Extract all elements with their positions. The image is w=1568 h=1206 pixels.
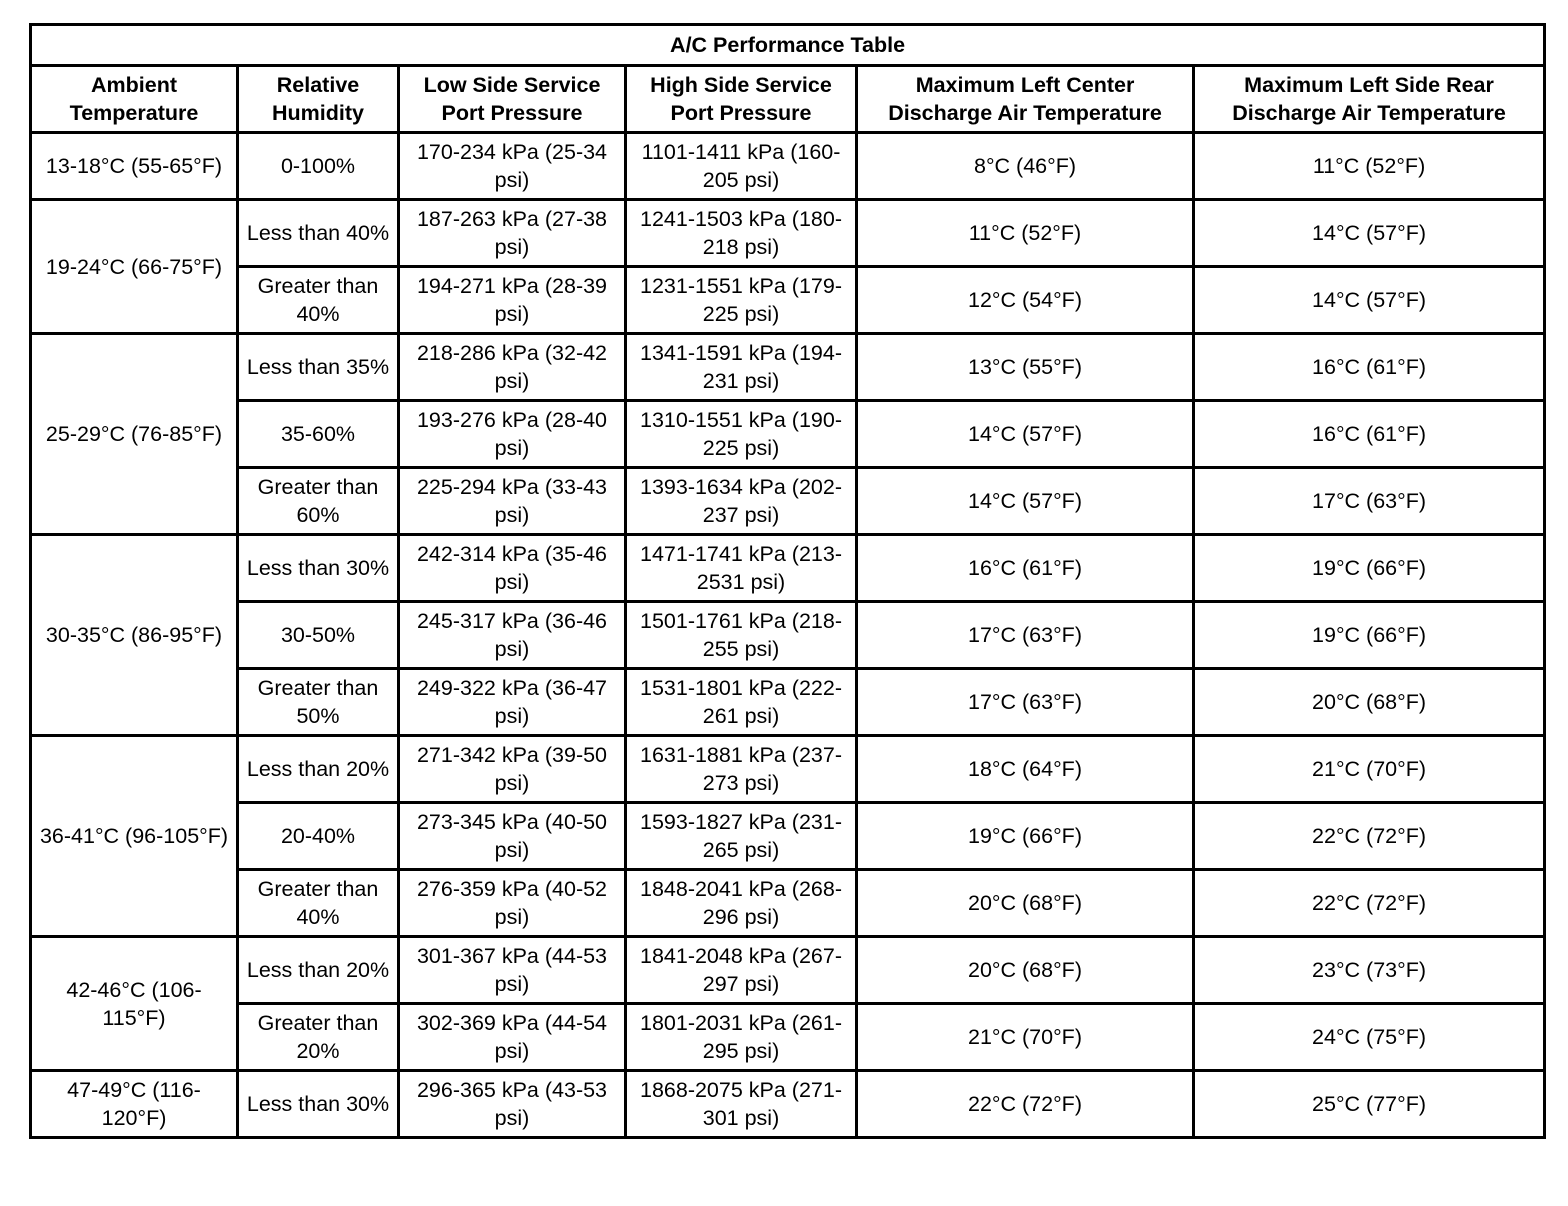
low-side-pressure-cell: 187-263 kPa (27-38 psi) xyxy=(399,200,626,267)
left-side-rear-discharge-temp-cell: 11°C (52°F) xyxy=(1194,133,1545,200)
relative-humidity-cell: Less than 30% xyxy=(238,1071,399,1138)
low-side-pressure-cell: 249-322 kPa (36-47 psi) xyxy=(399,669,626,736)
left-side-rear-discharge-temp-cell: 14°C (57°F) xyxy=(1194,267,1545,334)
left-side-rear-discharge-temp-cell: 22°C (72°F) xyxy=(1194,803,1545,870)
left-center-discharge-temp-cell: 18°C (64°F) xyxy=(857,736,1194,803)
low-side-pressure-cell: 273-345 kPa (40-50 psi) xyxy=(399,803,626,870)
low-side-pressure-cell: 242-314 kPa (35-46 psi) xyxy=(399,535,626,602)
left-center-discharge-temp-cell: 12°C (54°F) xyxy=(857,267,1194,334)
high-side-pressure-cell: 1848-2041 kPa (268-296 psi) xyxy=(626,870,857,937)
ambient-temperature-cell: 13-18°C (55-65°F) xyxy=(31,133,238,200)
left-side-rear-discharge-temp-cell: 20°C (68°F) xyxy=(1194,669,1545,736)
header-row xyxy=(31,66,1545,133)
left-center-discharge-temp-cell: 22°C (72°F) xyxy=(857,1071,1194,1138)
high-side-pressure-cell: 1241-1503 kPa (180-218 psi) xyxy=(626,200,857,267)
high-side-pressure-cell: 1501-1761 kPa (218-255 psi) xyxy=(626,602,857,669)
table-row xyxy=(31,133,1545,200)
table-row xyxy=(31,468,1545,535)
ambient-temperature-cell: 42-46°C (106-115°F) xyxy=(31,937,238,1071)
high-side-pressure-cell: 1631-1881 kPa (237-273 psi) xyxy=(626,736,857,803)
left-side-rear-discharge-temp-cell: 25°C (77°F) xyxy=(1194,1071,1545,1138)
relative-humidity-cell: Greater than 40% xyxy=(238,870,399,937)
high-side-pressure-cell: 1310-1551 kPa (190-225 psi) xyxy=(626,401,857,468)
header-high-side-pressure: High Side Service Port Pressure xyxy=(626,66,857,133)
relative-humidity-cell: Greater than 40% xyxy=(238,267,399,334)
high-side-pressure-cell: 1393-1634 kPa (202-237 psi) xyxy=(626,468,857,535)
low-side-pressure-cell: 193-276 kPa (28-40 psi) xyxy=(399,401,626,468)
ac-performance-table xyxy=(29,23,1546,1139)
low-side-pressure-cell: 302-369 kPa (44-54 psi) xyxy=(399,1004,626,1071)
left-center-discharge-temp-cell: 21°C (70°F) xyxy=(857,1004,1194,1071)
relative-humidity-cell: Greater than 60% xyxy=(238,468,399,535)
title-row xyxy=(31,25,1545,66)
left-center-discharge-temp-cell: 17°C (63°F) xyxy=(857,669,1194,736)
relative-humidity-cell: Greater than 50% xyxy=(238,669,399,736)
header-low-side-pressure: Low Side Service Port Pressure xyxy=(399,66,626,133)
left-side-rear-discharge-temp-cell: 24°C (75°F) xyxy=(1194,1004,1545,1071)
table-row xyxy=(31,334,1545,401)
header-relative-humidity: Relative Humidity xyxy=(238,66,399,133)
left-side-rear-discharge-temp-cell: 23°C (73°F) xyxy=(1194,937,1545,1004)
ambient-temperature-cell: 25-29°C (76-85°F) xyxy=(31,334,238,535)
left-center-discharge-temp-cell: 11°C (52°F) xyxy=(857,200,1194,267)
high-side-pressure-cell: 1868-2075 kPa (271-301 psi) xyxy=(626,1071,857,1138)
table-row xyxy=(31,200,1545,267)
header-ambient-temperature: Ambient Temperature xyxy=(31,66,238,133)
left-side-rear-discharge-temp-cell: 19°C (66°F) xyxy=(1194,535,1545,602)
table-row xyxy=(31,669,1545,736)
relative-humidity-cell: Less than 20% xyxy=(238,736,399,803)
left-side-rear-discharge-temp-cell: 22°C (72°F) xyxy=(1194,870,1545,937)
left-center-discharge-temp-cell: 20°C (68°F) xyxy=(857,870,1194,937)
left-center-discharge-temp-cell: 14°C (57°F) xyxy=(857,401,1194,468)
relative-humidity-cell: Less than 30% xyxy=(238,535,399,602)
table-row xyxy=(31,535,1545,602)
table-row xyxy=(31,870,1545,937)
left-center-discharge-temp-cell: 14°C (57°F) xyxy=(857,468,1194,535)
table-row xyxy=(31,267,1545,334)
header-left-side-rear-discharge-temp: Maximum Left Side Rear Discharge Air Temperature xyxy=(1194,66,1545,133)
table-row xyxy=(31,937,1545,1004)
left-center-discharge-temp-cell: 8°C (46°F) xyxy=(857,133,1194,200)
table-row xyxy=(31,736,1545,803)
high-side-pressure-cell: 1101-1411 kPa (160-205 psi) xyxy=(626,133,857,200)
left-center-discharge-temp-cell: 16°C (61°F) xyxy=(857,535,1194,602)
high-side-pressure-cell: 1471-1741 kPa (213-2531 psi) xyxy=(626,535,857,602)
left-center-discharge-temp-cell: 17°C (63°F) xyxy=(857,602,1194,669)
low-side-pressure-cell: 170-234 kPa (25-34 psi) xyxy=(399,133,626,200)
relative-humidity-cell: Greater than 20% xyxy=(238,1004,399,1071)
low-side-pressure-cell: 271-342 kPa (39-50 psi) xyxy=(399,736,626,803)
relative-humidity-cell: Less than 20% xyxy=(238,937,399,1004)
left-side-rear-discharge-temp-cell: 14°C (57°F) xyxy=(1194,200,1545,267)
table-body xyxy=(31,133,1545,1138)
relative-humidity-cell: Less than 40% xyxy=(238,200,399,267)
table-row xyxy=(31,1004,1545,1071)
left-side-rear-discharge-temp-cell: 21°C (70°F) xyxy=(1194,736,1545,803)
left-center-discharge-temp-cell: 19°C (66°F) xyxy=(857,803,1194,870)
relative-humidity-cell: 35-60% xyxy=(238,401,399,468)
low-side-pressure-cell: 276-359 kPa (40-52 psi) xyxy=(399,870,626,937)
table-title: A/C Performance Table xyxy=(31,25,1545,66)
relative-humidity-cell: Less than 35% xyxy=(238,334,399,401)
high-side-pressure-cell: 1841-2048 kPa (267-297 psi) xyxy=(626,937,857,1004)
header-left-center-discharge-temp: Maximum Left Center Discharge Air Temperature xyxy=(857,66,1194,133)
high-side-pressure-cell: 1231-1551 kPa (179-225 psi) xyxy=(626,267,857,334)
relative-humidity-cell: 30-50% xyxy=(238,602,399,669)
left-side-rear-discharge-temp-cell: 16°C (61°F) xyxy=(1194,334,1545,401)
left-side-rear-discharge-temp-cell: 17°C (63°F) xyxy=(1194,468,1545,535)
low-side-pressure-cell: 194-271 kPa (28-39 psi) xyxy=(399,267,626,334)
ambient-temperature-cell: 19-24°C (66-75°F) xyxy=(31,200,238,334)
table-row xyxy=(31,401,1545,468)
high-side-pressure-cell: 1593-1827 kPa (231-265 psi) xyxy=(626,803,857,870)
relative-humidity-cell: 20-40% xyxy=(238,803,399,870)
high-side-pressure-cell: 1341-1591 kPa (194-231 psi) xyxy=(626,334,857,401)
high-side-pressure-cell: 1531-1801 kPa (222-261 psi) xyxy=(626,669,857,736)
low-side-pressure-cell: 296-365 kPa (43-53 psi) xyxy=(399,1071,626,1138)
ambient-temperature-cell: 30-35°C (86-95°F) xyxy=(31,535,238,736)
relative-humidity-cell: 0-100% xyxy=(238,133,399,200)
high-side-pressure-cell: 1801-2031 kPa (261-295 psi) xyxy=(626,1004,857,1071)
table-row xyxy=(31,803,1545,870)
low-side-pressure-cell: 225-294 kPa (33-43 psi) xyxy=(399,468,626,535)
left-center-discharge-temp-cell: 13°C (55°F) xyxy=(857,334,1194,401)
table-row xyxy=(31,602,1545,669)
left-center-discharge-temp-cell: 20°C (68°F) xyxy=(857,937,1194,1004)
low-side-pressure-cell: 218-286 kPa (32-42 psi) xyxy=(399,334,626,401)
low-side-pressure-cell: 301-367 kPa (44-53 psi) xyxy=(399,937,626,1004)
ambient-temperature-cell: 36-41°C (96-105°F) xyxy=(31,736,238,937)
left-side-rear-discharge-temp-cell: 19°C (66°F) xyxy=(1194,602,1545,669)
ambient-temperature-cell: 47-49°C (116-120°F) xyxy=(31,1071,238,1138)
left-side-rear-discharge-temp-cell: 16°C (61°F) xyxy=(1194,401,1545,468)
low-side-pressure-cell: 245-317 kPa (36-46 psi) xyxy=(399,602,626,669)
table-row xyxy=(31,1071,1545,1138)
